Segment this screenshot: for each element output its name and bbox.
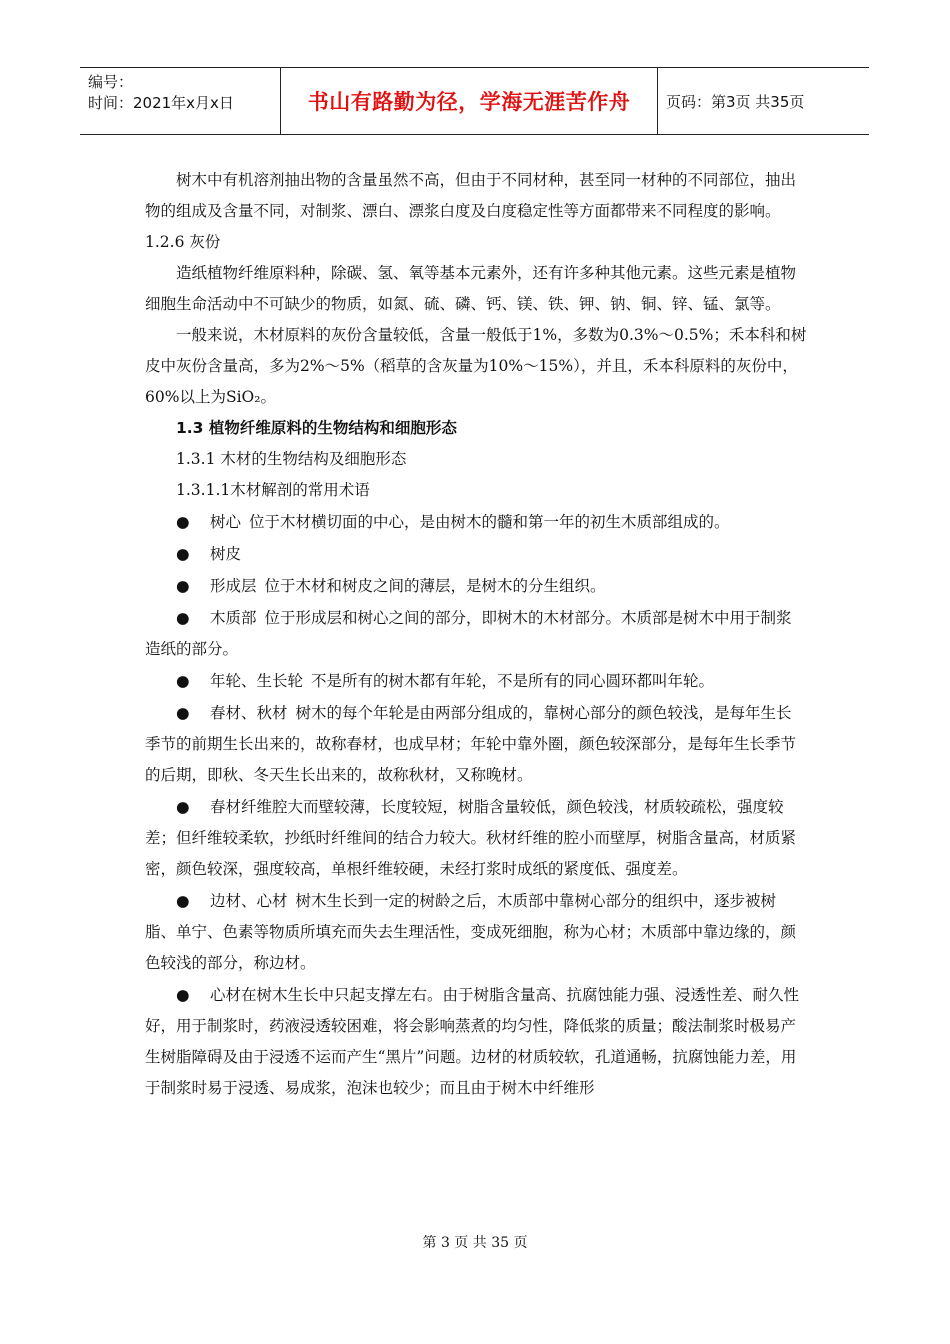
definition: 心材在树木生长中只起支撑左右。由于树脂含量高、抗腐蚀能力强、浸透性差、耐久性好，用于制浆时，药液浸透较困难，将会影响蒸煮的均匀性，降低浆的质量；酸法制浆时极易产生树脂障碍及由于浸透不运而产生“黑片”问题。边材的材质较软，孔道通畅，抗腐蚀能力差，用于制浆时易于浸透、易成浆，泡沫也较少；而且由于树木中纤维形 [145,986,800,1097]
bullet-icon: ● [176,545,190,563]
definition: 树木的每个年轮是由两部分组成的，靠树心部分的颜色较浅，是每年生长季节的前期生长出来的，故称春材，也成早材；年轮中靠外圈，颜色较深部分，是每年生长季节的后期，即秋、冬天生长出来的，故称秋材，又称晚材。 [145,704,797,784]
definition: 位于形成层和树心之间的部分，即树木的木材部分。木质部是树木中用于制浆造纸的部分。 [145,609,792,658]
definition: 树木生长到一定的树龄之后，木质部中靠树心部分的组织中，逐步被树脂、单宁、色素等物质所填充而失去生理活性，变成死细胞，称为心材；木质部中靠边缘的，颜色较浅的部分，称边材。 [145,892,797,972]
definition: 位于木材横切面的中心，是由树木的髓和第一年的初生木质部组成的。 [249,513,730,531]
paragraph-extractives: 树木中有机溶剂抽出物的含量虽然不高，但由于不同材种，甚至同一材种的不同部位，抽出物的组成及含量不同，对制浆、漂白、漂浆白度及白度稳定性等方面都带来不同程度的影响。 [145,171,797,220]
bullet-icon: ● [176,892,190,910]
bullet-icon: ● [176,609,190,627]
definition: 不是所有的树木都有年轮，不是所有的同心圆环都叫年轮。 [311,672,715,690]
subsection-heading-wood: 1.3.1 木材的生物结构及细胞形态 [176,450,407,468]
list-item [145,539,807,570]
term: 树皮 [210,545,242,563]
page-footer: 第 3 页 共 35 页 [422,1235,528,1251]
list-item [145,571,807,602]
term: 形成层 [210,577,257,595]
header-meta [80,68,280,134]
list-item [145,603,807,665]
list-item [145,507,807,538]
term: 树心 [210,513,242,531]
term: 边材、心材 [210,892,288,910]
list-item [145,886,807,979]
page-header [80,67,869,135]
list-item [145,698,807,791]
document-number-label: 编号： [88,73,134,91]
bullet-icon: ● [176,704,190,722]
bullet-icon: ● [176,577,190,595]
document-date-label: 时间：2021年x月x日 [88,94,234,112]
list-item [145,792,807,885]
list-item [145,666,807,697]
bullet-icon: ● [176,986,190,1004]
term: 年轮、生长轮 [210,672,304,690]
bullet-icon: ● [176,513,190,531]
list-item [145,980,807,1104]
header-page-number: 页码：第3页 共35页 [666,92,805,111]
bullet-icon: ● [176,798,190,816]
paragraph-elements: 造纸植物纤维原料种，除碳、氢、氧等基本元素外，还有许多种其他元素。这些元素是植物细胞生命活动中不可缺少的物质，如氮、硫、磷、钙、镁、铁、钾、钠、铜、锌、锰、氯等。 [145,264,797,313]
bullet-icon: ● [176,672,190,690]
definition: 春材纤维腔大而壁较薄，长度较短，树脂含量较低，颜色较浅，材质较疏松，强度较差；但纤维较柔软，抄纸时纤维间的结合力较大。秋材纤维的腔小而壁厚，树脂含量高，材质紧密，颜色较深，强度较高，单根纤维较硬，未经打浆时成纸的紧度低、强度差。 [145,798,797,878]
paragraph-ash-content: 一般来说，木材原料的灰份含量较低，含量一般低于1%，多数为0.3%～0.5%；禾本科和树皮中灰份含量高，多为2%～5%（稻草的含灰量为10%～15%），并且，禾本科原料的灰份中，60%以上为SiO₂。 [145,326,807,406]
document-body [145,165,807,1104]
subsubsection-heading-terms: 1.3.1.1木材解剖的常用术语 [176,481,370,499]
definition: 位于木材和树皮之间的薄层，是树木的分生组织。 [264,577,606,595]
section-heading-biological-structure: 1.3 植物纤维原料的生物结构和细胞形态 [176,419,457,437]
header-motto: 书山有路勤为径，学海无涯苦作舟 [280,68,658,134]
term: 木质部 [210,609,257,627]
term: 春材、秋材 [210,704,288,722]
section-heading-ash: 1.2.6 灰份 [145,233,221,251]
